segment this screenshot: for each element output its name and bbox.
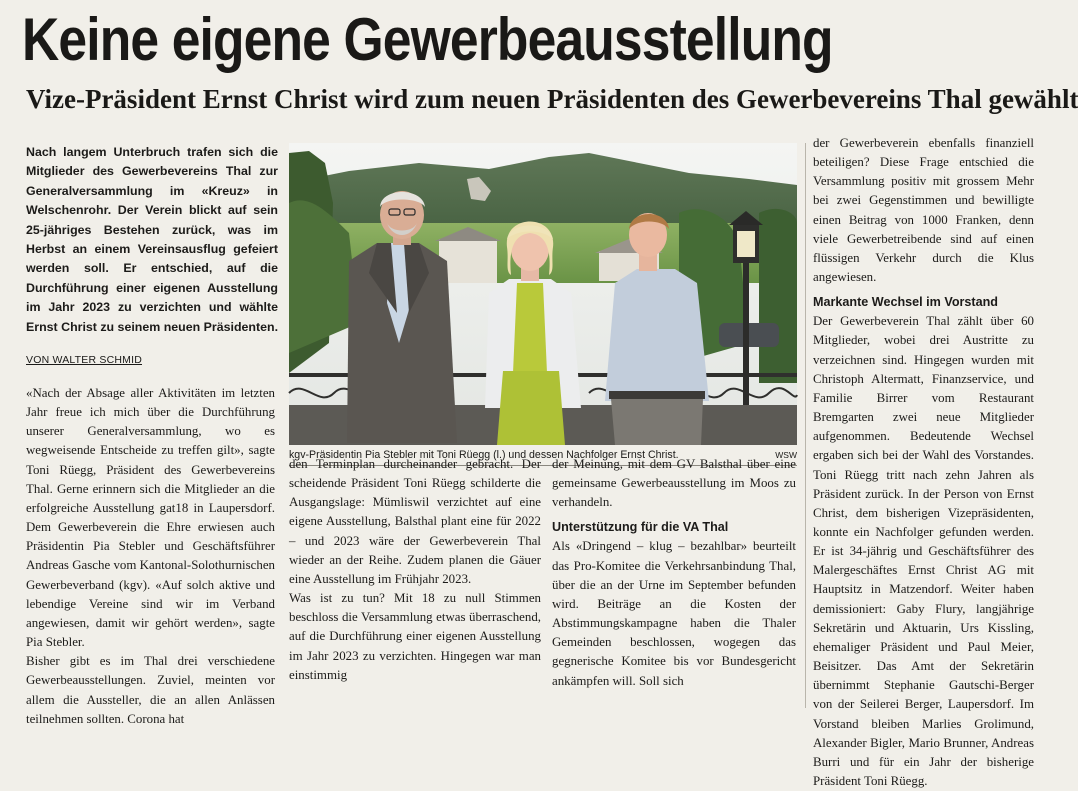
byline: VON WALTER SCHMID — [26, 354, 142, 366]
column-divider — [805, 143, 806, 708]
column-4-paragraph-2: Der Gewerbeverein Thal zählt über 60 Mitglieder, wobei drei Austritte zu verzeichnen sind. Hingegen wurden mit Christoph Altermatt, Finanzservice, und Familie Birrer vom Restaurant Bremgarten zwei neue Mitglieder aufgenommen. Bedeutende Wechsel ergaben sich bei der Wahl des Vorstandes. Toni Rüegg tritt nach zehn Jahren als Präsident zurück. In der Person von Ernst Christ, dem bisherigen Vizepräsidenten, konnte ein Nachfolger gefunden werden. Er ist 34-jährig und Geschäftsführer des Malergeschäftes Ernst Christ AG mit Hauptsitz in Matzendorf. Weiter haben demissioniert: Gaby Flury, langjährige Sekretärin und Aktuarin, Urs Kissling, ehemaliger Präsident und Paul Meier, Beisitzer. Das Amt der Sekretärin übernimmt Stephanie Gautschi-Berger von der Seilerei Berger, Laupersdorf. Im Vorstand bleiben Marlies Grolimund, Alexander Bigler, Mario Brunner, Andreas Burri und für ein Jahr der bisherige Präsident Toni Rüegg. — [813, 314, 1034, 788]
photo-caption-text: kgv-Präsidentin Pia Stebler mit Toni Rüegg (l.) und dessen Nachfolger Ernst Christ. — [289, 449, 679, 461]
article-photo — [289, 143, 797, 445]
column-1 — [26, 384, 275, 729]
subheadline: Vize-Präsident Ernst Christ wird zum neuen Präsidenten des Gewerbevereins Thal gewählt — [26, 84, 1078, 114]
lead-paragraph: Nach langem Unterbruch trafen sich die Mitglieder des Gewerbevereins Thal zur Generalversammlung im «Kreuz» in Welschenrohr. Der Verein blickt auf sein 25-jähriges Bestehen zurück, was im Herbst an einem Vereinsausflug gefeiert werden soll. Er entschied, auf die Durchführung einer eigenen Ausstellung im Jahr 2023 zu verzichten und wählte Ernst Christ zu seinem neuen Präsidenten. — [26, 145, 279, 334]
column-1-paragraph-2: Bisher gibt es im Thal drei verschiedene Gewerbeausstellungen. Zuviel, meinten vor allem die Aussteller, die an allen Anlässen teilnehmen sollten. Corona hat — [26, 654, 275, 726]
column-2 — [289, 455, 541, 685]
column-4 — [813, 134, 1034, 791]
column-3-paragraph-1: der Meinung, mit dem GV Balsthal über eine gemeinsame Gewerbeausstellung im Moos zu verhandeln. — [552, 457, 796, 510]
photo-illustration — [289, 143, 797, 445]
column-3-paragraph-2: Als «Dringend – klug – bezahlbar» beurteilt das Pro-Komitee die Verkehrsanbindung Thal, über die an der Urne im September befunden wird. Beiträge an die Kosten der Abstimmungskampagne haben die Thaler Gemeinden beschlossen, wogegen das gegnerische Komitee bis vor Bundesgericht ankämpfen will. Soll sich — [552, 539, 796, 688]
column-3 — [552, 455, 796, 691]
column-4-paragraph-1: der Gewerbeverein ebenfalls finanziell beteiligen? Diese Frage entschied die Versammlung positiv mit grossem Mehr bei zwei Gegenstimmen und bewilligte einen Beitrag von 1000 Franken, denn viele Gewerbetreibende sind auf einen flüssigen Verkehr durch die Klus angewiesen. — [813, 136, 1034, 285]
column-2-paragraph-1: den Terminplan durcheinander gebracht. Der scheidende Präsident Toni Rüegg schilderte die Ausgangslage: Mümliswil verzichtet auf eine eigene Ausstellung, Balsthal plant eine für 2022 – und 2023 wäre der Gewerbeverein Thal wieder an der Reihe. Zudem planen die Gäuer eine Ausstellung im Frühjahr 2023. — [289, 457, 541, 586]
headline: Keine eigene Gewerbeausstellung — [22, 6, 833, 73]
column-4-subheading: Markante Wechsel im Vorstand — [813, 295, 999, 310]
column-2-paragraph-2: Was ist zu tun? Mit 18 zu null Stimmen beschloss die Versammlung etwas überraschend, auf die Durchführung einer eigenen Ausstellung im Jahr 2023 zu verzichten. Hingegen war man einstimmig — [289, 591, 541, 682]
photo-credit: WSW — [775, 450, 797, 460]
column-1-paragraph-1: «Nach der Absage aller Aktivitäten im letzten Jahr freue ich mich über die Durchführung unserer Generalversammlung, wo es wegweisende Entscheide zu treffen gilt», sagte Toni Rüegg, Präsident des Gewerbevereins Thal. Gerne erinnern sich die Mitglieder an die erfolgreiche Ausstellung gat18 in Laupersdorf. Dem Gewerbeverein die Ehre erwiesen auch Präsidentin Pia Stebler und Geschäftsführer Andreas Gasche vom Kantonal-Solothurnischen Gewerbeverband (kgv). «Auf solch aktive und lebendige Vereine sind wir im Verband angewiesen, damit wir gehört werden», sagte Pia Stebler. — [26, 386, 275, 650]
column-3-subheading: Unterstützung für die VA Thal — [552, 520, 729, 535]
